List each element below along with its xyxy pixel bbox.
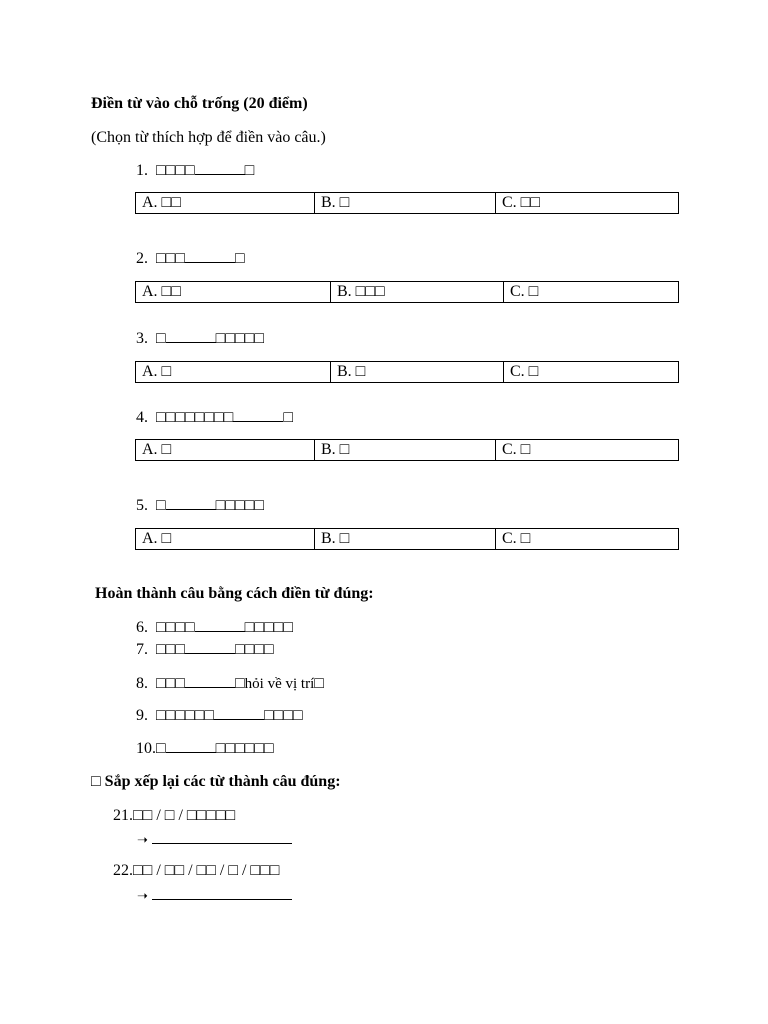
question-number: 21. bbox=[113, 807, 133, 824]
question-8 bbox=[136, 673, 324, 694]
question-text-after: □□□□ bbox=[235, 641, 274, 658]
option-a[interactable]: A. □□ bbox=[136, 193, 315, 214]
question-text-after: □ bbox=[244, 162, 255, 179]
answer-line-22 bbox=[137, 885, 292, 906]
answer-blank[interactable] bbox=[152, 829, 292, 844]
question-text-before: □ bbox=[156, 330, 166, 347]
question-3 bbox=[136, 328, 264, 349]
option-a[interactable]: A. □ bbox=[136, 440, 315, 461]
answer-blank[interactable] bbox=[185, 639, 235, 654]
option-c[interactable]: C. □□ bbox=[496, 193, 679, 214]
section-instruction: (Chọn từ thích hợp để điền vào câu.) bbox=[91, 129, 326, 146]
question-hint: hỏi về vị trí bbox=[244, 676, 315, 692]
question-text-after: □□□□□ bbox=[244, 619, 293, 636]
question-text-before: □□□□□□□□ bbox=[156, 409, 234, 426]
question-22 bbox=[113, 861, 279, 881]
question-text-before: □□□ bbox=[156, 675, 185, 692]
arrow-icon: ➝ bbox=[137, 888, 148, 903]
question-text-after: □□□□ bbox=[263, 707, 303, 724]
answer-blank[interactable] bbox=[185, 673, 235, 688]
question-10 bbox=[136, 738, 274, 759]
question-text-before: □ bbox=[156, 497, 166, 514]
question-text-after: □□□□□ bbox=[215, 330, 264, 347]
question-5 bbox=[136, 495, 264, 516]
options-table-3 bbox=[135, 361, 679, 383]
answer-blank[interactable] bbox=[166, 328, 216, 343]
answer-blank[interactable] bbox=[166, 495, 216, 510]
answer-blank[interactable] bbox=[185, 248, 235, 263]
options-table-5 bbox=[135, 528, 679, 550]
question-number: 1. bbox=[136, 162, 148, 179]
option-a[interactable]: A. □ bbox=[136, 362, 331, 383]
question-1 bbox=[136, 160, 254, 181]
question-text-before: □□□ bbox=[156, 641, 185, 658]
option-a[interactable]: A. □□ bbox=[136, 282, 331, 303]
question-number: 2. bbox=[136, 250, 148, 267]
question-text-after: □ bbox=[283, 409, 293, 426]
option-b[interactable]: B. □ bbox=[315, 529, 496, 550]
question-number: 9. bbox=[136, 707, 148, 724]
options-table-2 bbox=[135, 281, 679, 303]
question-text-after: □ bbox=[235, 250, 245, 267]
question-text-after: □ bbox=[235, 675, 245, 692]
question-text-before: □□□□ bbox=[156, 162, 195, 179]
option-a[interactable]: A. □ bbox=[136, 529, 315, 550]
question-number: 3. bbox=[136, 330, 148, 347]
question-number: 10. bbox=[136, 740, 156, 757]
question-text-before: □□□ bbox=[156, 250, 185, 267]
options-table-1 bbox=[135, 192, 679, 214]
answer-blank[interactable] bbox=[214, 705, 264, 720]
question-text-before: □□□□ bbox=[156, 619, 195, 636]
option-b[interactable]: B. □□□ bbox=[331, 282, 504, 303]
option-c[interactable]: C. □ bbox=[504, 362, 679, 383]
answer-blank[interactable] bbox=[166, 738, 216, 753]
word-list: □□ / □ / □□□□□ bbox=[133, 807, 236, 824]
section-title-complete-sentence: Hoàn thành câu bằng cách điền từ đúng: bbox=[95, 585, 374, 602]
question-text-after: □□□□□□ bbox=[215, 740, 274, 757]
question-number: 22. bbox=[113, 862, 133, 879]
option-c[interactable]: C. □ bbox=[496, 529, 679, 550]
question-text-before: □ bbox=[156, 740, 166, 757]
question-2 bbox=[136, 248, 245, 269]
question-6 bbox=[136, 617, 293, 638]
question-number: 5. bbox=[136, 497, 148, 514]
question-7 bbox=[136, 639, 274, 660]
answer-line-21 bbox=[137, 829, 292, 850]
question-number: 8. bbox=[136, 675, 148, 692]
option-c[interactable]: C. □ bbox=[504, 282, 679, 303]
question-4 bbox=[136, 407, 293, 428]
section-title-rearrange: □ Sắp xếp lại các từ thành câu đúng: bbox=[91, 773, 341, 790]
option-c[interactable]: C. □ bbox=[496, 440, 679, 461]
question-text-after: □□□□□ bbox=[215, 497, 264, 514]
option-b[interactable]: B. □ bbox=[331, 362, 504, 383]
answer-blank[interactable] bbox=[233, 407, 283, 422]
option-b[interactable]: B. □ bbox=[315, 440, 496, 461]
answer-blank[interactable] bbox=[152, 885, 292, 900]
question-number: 4. bbox=[136, 409, 148, 426]
question-number: 6. bbox=[136, 619, 148, 636]
question-number: 7. bbox=[136, 641, 148, 658]
question-text-end: □ bbox=[314, 675, 324, 692]
word-list: □□ / □□ / □□ / □ / □□□ bbox=[133, 862, 280, 879]
section-title-fill-blank: Điền từ vào chỗ trống (20 điểm) bbox=[91, 95, 308, 112]
question-9 bbox=[136, 705, 303, 726]
question-21 bbox=[113, 806, 235, 826]
option-b[interactable]: B. □ bbox=[315, 193, 496, 214]
answer-blank[interactable] bbox=[195, 617, 245, 632]
options-table-4 bbox=[135, 439, 679, 461]
question-text-before: □□□□□□ bbox=[156, 707, 214, 724]
answer-blank[interactable] bbox=[195, 160, 245, 175]
arrow-icon: ➝ bbox=[137, 832, 148, 847]
